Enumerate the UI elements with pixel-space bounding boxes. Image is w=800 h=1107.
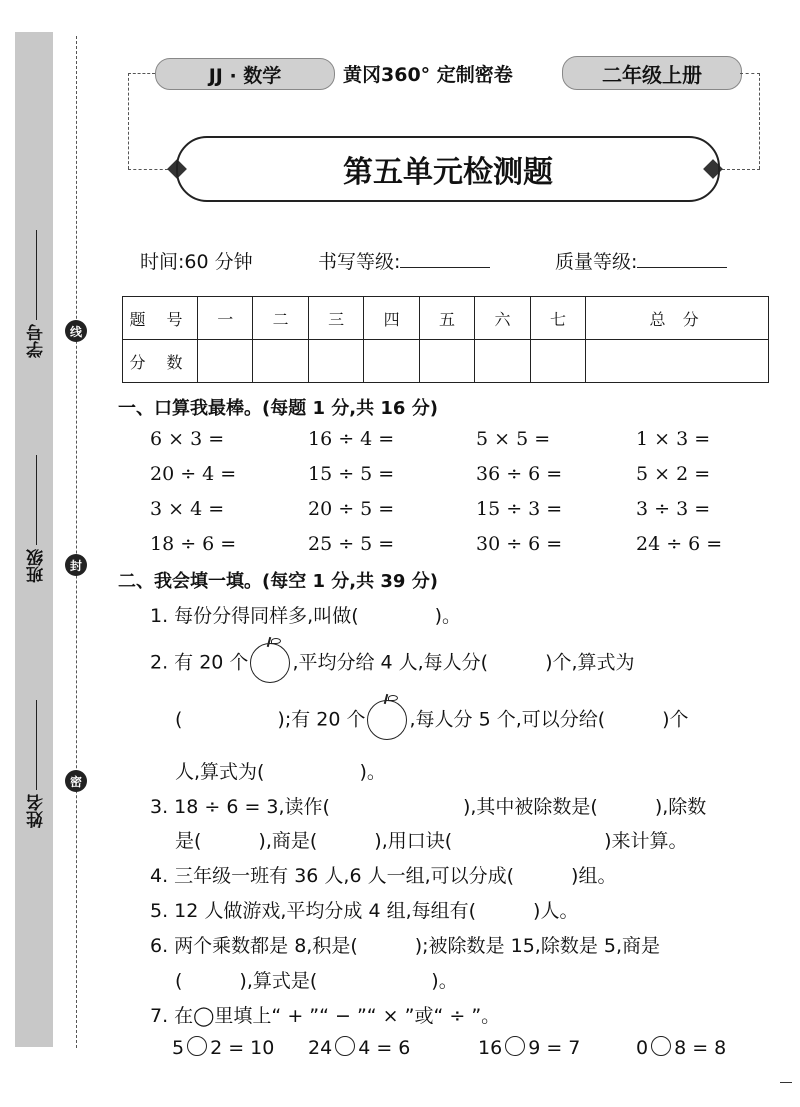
q7-left: 5: [172, 1037, 185, 1059]
q7-right: 2 = 10: [210, 1037, 275, 1059]
circle-blank[interactable]: [651, 1036, 671, 1056]
section-heading: 一、口算我最棒。(每题 1 分,共 16 分): [118, 398, 438, 419]
calc-item: 30 ÷ 6 =: [476, 533, 563, 555]
name-blank[interactable]: [36, 700, 37, 790]
seal-mark-secret: 密: [65, 770, 87, 792]
grade-pill: 二年级上册: [562, 56, 742, 90]
calc-item: 20 ÷ 5 =: [308, 498, 395, 520]
calc-item: 25 ÷ 5 =: [308, 533, 395, 555]
page-title: 第五单元检测题: [176, 136, 720, 202]
page-edge-mark: [780, 1082, 792, 1083]
question-5: 5. 12 人做游戏,平均分成 4 组,每组有( )人。: [150, 900, 579, 922]
frame-dash: [722, 169, 760, 170]
circle-blank[interactable]: [335, 1036, 355, 1056]
q7-right: 9 = 7: [528, 1037, 581, 1059]
quality-grade-field[interactable]: [555, 247, 727, 274]
student-id-blank[interactable]: [36, 230, 37, 320]
calc-item: 20 ÷ 4 =: [150, 463, 237, 485]
question-6-line2: ( ),算式是( )。: [175, 970, 458, 992]
calc-item: 6 × 3 =: [150, 428, 225, 450]
calc-item: 24 ÷ 6 =: [636, 533, 723, 555]
score-cell[interactable]: [253, 340, 308, 383]
calc-item: 5 × 2 =: [636, 463, 711, 485]
q2-text-b: ,平均分给 4 人,每人分( )个,算式为: [292, 651, 635, 674]
table-header-cell: 五: [419, 297, 474, 340]
question-2-line1: [150, 643, 635, 683]
student-id-label: 学号: [27, 324, 47, 358]
seal-mark-line: 线: [65, 320, 87, 342]
frame-dash: [740, 73, 760, 74]
q7-right: 4 = 6: [358, 1037, 411, 1059]
writing-grade-label: 书写等级:: [318, 251, 401, 273]
question-2-line2: [175, 700, 689, 740]
writing-grade-field[interactable]: [318, 247, 490, 274]
calc-item: 18 ÷ 6 =: [150, 533, 237, 555]
score-cell[interactable]: [419, 340, 474, 383]
calc-item: 36 ÷ 6 =: [476, 463, 563, 485]
seal-mark-seal: 封: [65, 554, 87, 576]
table-header-cell: 七: [530, 297, 585, 340]
class-blank[interactable]: [36, 455, 37, 545]
table-header-cell: 题 号: [123, 297, 198, 340]
table-row: [123, 340, 769, 383]
q7-left: 16: [478, 1037, 503, 1059]
quality-grade-blank[interactable]: [637, 249, 727, 268]
question-1: 1. 每份分得同样多,叫做( )。: [150, 605, 462, 627]
q7-left: 0: [636, 1037, 649, 1059]
q7-left: 24: [308, 1037, 333, 1059]
apple-icon: [367, 700, 407, 740]
q7-item: [478, 1036, 580, 1059]
calc-item: 16 ÷ 4 =: [308, 428, 395, 450]
score-cell[interactable]: [586, 340, 769, 383]
calc-item: 15 ÷ 3 =: [476, 498, 563, 520]
q7-right: 8 = 8: [674, 1037, 727, 1059]
q7-item: [308, 1036, 410, 1059]
question-3-line1: 3. 18 ÷ 6 = 3,读作( ),其中被除数是( ),除数: [150, 796, 707, 818]
calc-item: 15 ÷ 5 =: [308, 463, 395, 485]
calc-item: 3 ÷ 3 =: [636, 498, 711, 520]
circle-blank[interactable]: [505, 1036, 525, 1056]
cut-line: [76, 36, 77, 1048]
writing-grade-blank[interactable]: [400, 249, 490, 268]
q7-item: [636, 1036, 726, 1059]
class-label: 班级: [27, 549, 47, 583]
table-header-cell: 三: [308, 297, 363, 340]
question-6-line1: 6. 两个乘数都是 8,积是( );被除数是 15,除数是 5,商是: [150, 935, 660, 957]
calc-item: 1 × 3 =: [636, 428, 711, 450]
table-row: [123, 297, 769, 340]
q2-text-a: 2. 有 20 个: [150, 651, 249, 674]
question-4: 4. 三年级一班有 36 人,6 人一组,可以分成( )组。: [150, 865, 617, 887]
time-info: 时间:60 分钟: [140, 251, 253, 273]
q2-text-d: ,每人分 5 个,可以分给( )个: [409, 708, 689, 731]
q2-text-c: ( );有 20 个: [175, 708, 366, 731]
table-header-cell: 二: [253, 297, 308, 340]
apple-icon: [250, 643, 290, 683]
frame-dash: [128, 73, 155, 74]
calc-item: 5 × 5 =: [476, 428, 551, 450]
score-cell[interactable]: [475, 340, 530, 383]
question-7: 7. 在◯里填上“ + ”“ − ”“ × ”或“ ÷ ”。: [150, 1005, 501, 1027]
circle-blank[interactable]: [187, 1036, 207, 1056]
frame-dash: [759, 73, 760, 169]
class-field[interactable]: [24, 455, 49, 583]
score-table: [122, 296, 769, 383]
question-3-line2: 是( ),商是( ),用口诀( )来计算。: [175, 830, 688, 852]
score-cell[interactable]: [364, 340, 419, 383]
name-field[interactable]: [24, 700, 49, 828]
table-header-cell: 六: [475, 297, 530, 340]
score-cell[interactable]: [530, 340, 585, 383]
table-header-cell: 总 分: [586, 297, 769, 340]
quality-grade-label: 质量等级:: [555, 251, 638, 273]
table-row-label: 分 数: [123, 340, 198, 383]
question-2-line3: 人,算式为( )。: [175, 761, 386, 783]
calc-item: 3 × 4 =: [150, 498, 225, 520]
name-label: 姓名: [27, 794, 47, 828]
frame-dash: [128, 169, 168, 170]
table-header-cell: 一: [198, 297, 253, 340]
section-heading: 二、我会填一填。(每空 1 分,共 39 分): [118, 571, 438, 592]
score-cell[interactable]: [308, 340, 363, 383]
q7-item: [172, 1036, 274, 1059]
brand-text: 黄冈360° 定制密卷: [343, 64, 513, 86]
table-header-cell: 四: [364, 297, 419, 340]
frame-dash: [128, 73, 129, 169]
student-id-field[interactable]: [24, 230, 49, 358]
score-cell[interactable]: [198, 340, 253, 383]
subject-pill: JJ · 数学: [155, 58, 335, 90]
